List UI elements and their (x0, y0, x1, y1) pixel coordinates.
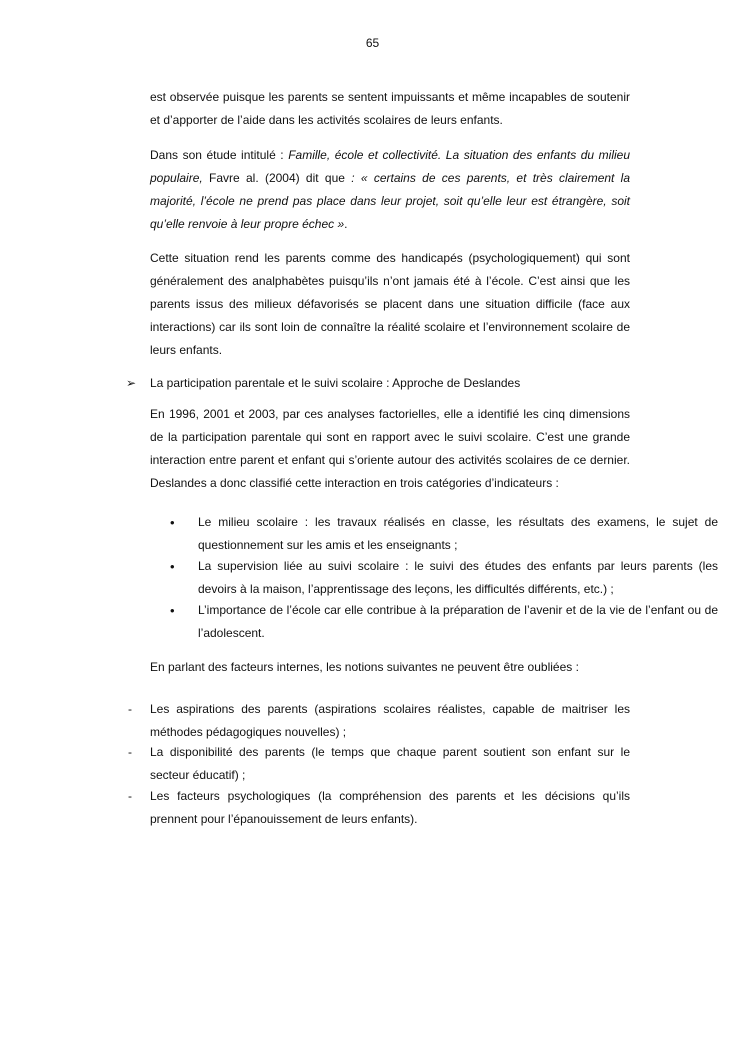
bullet-icon: • (170, 515, 175, 530)
paragraph-5: En parlant des facteurs internes, les notions suivantes ne peuvent être oubliées : (150, 660, 579, 674)
paragraph-4: En 1996, 2001 et 2003, par ces analyses factorielles, elle a identifié les cinq dimensions de la participation parentale qui sont en rapport avec le suivi scolaire. C’est une grande interaction entre parent et enfant qui s’oriente autour des activités scolaires de ce dernier. Deslandes a donc classifié cette interaction en trois catégories d’indicateurs : (150, 407, 630, 490)
paragraph-1: est observée puisque les parents se sentent impuissants et même incapables de soutenir et d’apporter de l’aide dans les activités scolaires de leurs enfants. (150, 90, 630, 127)
arrow-bullet-icon: ➢ (126, 376, 137, 390)
paragraph-2-middle: Favre al. (2004) dit que (202, 171, 352, 185)
dash-marker: - (128, 789, 132, 803)
paragraph-3: Cette situation rend les parents comme des handicapés (psychologiquement) qui sont généralement des analphabètes puisqu’ils n’ont jamais été à l’école. C’est ainsi que les parents issus des milieux défavorisés se placent dans une situation difficile (face aux interactions) car ils sont loin de connaître la réalité scolaire et l’environnement scolaire de leurs enfants. (150, 251, 630, 357)
section-heading: La participation parentale et le suivi scolaire : Approche de Deslandes (150, 376, 521, 390)
paragraph-2-end: . (344, 217, 348, 231)
paragraph-2-lead: Dans son étude intitulé : (150, 148, 289, 162)
dash-item-1: Les aspirations des parents (aspirations scolaires réalistes, capable de maitriser les méthodes pédagogiques nouvelles) ; (150, 702, 630, 739)
bullet-icon: • (170, 559, 175, 574)
paragraph-2-study-title: Famille, école et collectivité. La situation des enfants du milieu populaire, (150, 148, 630, 185)
paragraph-2 (150, 144, 630, 236)
dash-item-3: Les facteurs psychologiques (la compréhension des parents et les décisions qu’ils prennent pour l’épanouissement de leurs enfants). (150, 789, 630, 826)
bullet-item-2: La supervision liée au suivi scolaire : le suivi des études des enfants par leurs parents (les devoirs à la maison, l’apprentissage des leçons, les difficultés différents, etc.) ; (198, 559, 718, 596)
dash-marker: - (128, 745, 132, 759)
dash-marker: - (128, 702, 132, 716)
bullet-icon: • (170, 603, 175, 618)
paragraph-2-quote: : « certains de ces parents, et très clairement la majorité, l’école ne prend pas place dans leur projet, soit qu’elle leur est étrangère, soit qu’elle renvoie à leur propre échec » (150, 171, 631, 231)
page-number: 65 (365, 36, 380, 50)
bullet-item-3: L’importance de l’école car elle contribue à la préparation de l’avenir et de la vie de l’enfant ou de l’adolescent. (198, 603, 718, 640)
dash-item-2: La disponibilité des parents (le temps que chaque parent soutient son enfant sur le secteur éducatif) ; (150, 745, 630, 782)
bullet-item-1: Le milieu scolaire : les travaux réalisés en classe, les résultats des examens, le sujet de questionnement sur les amis et les enseignants ; (198, 515, 718, 552)
